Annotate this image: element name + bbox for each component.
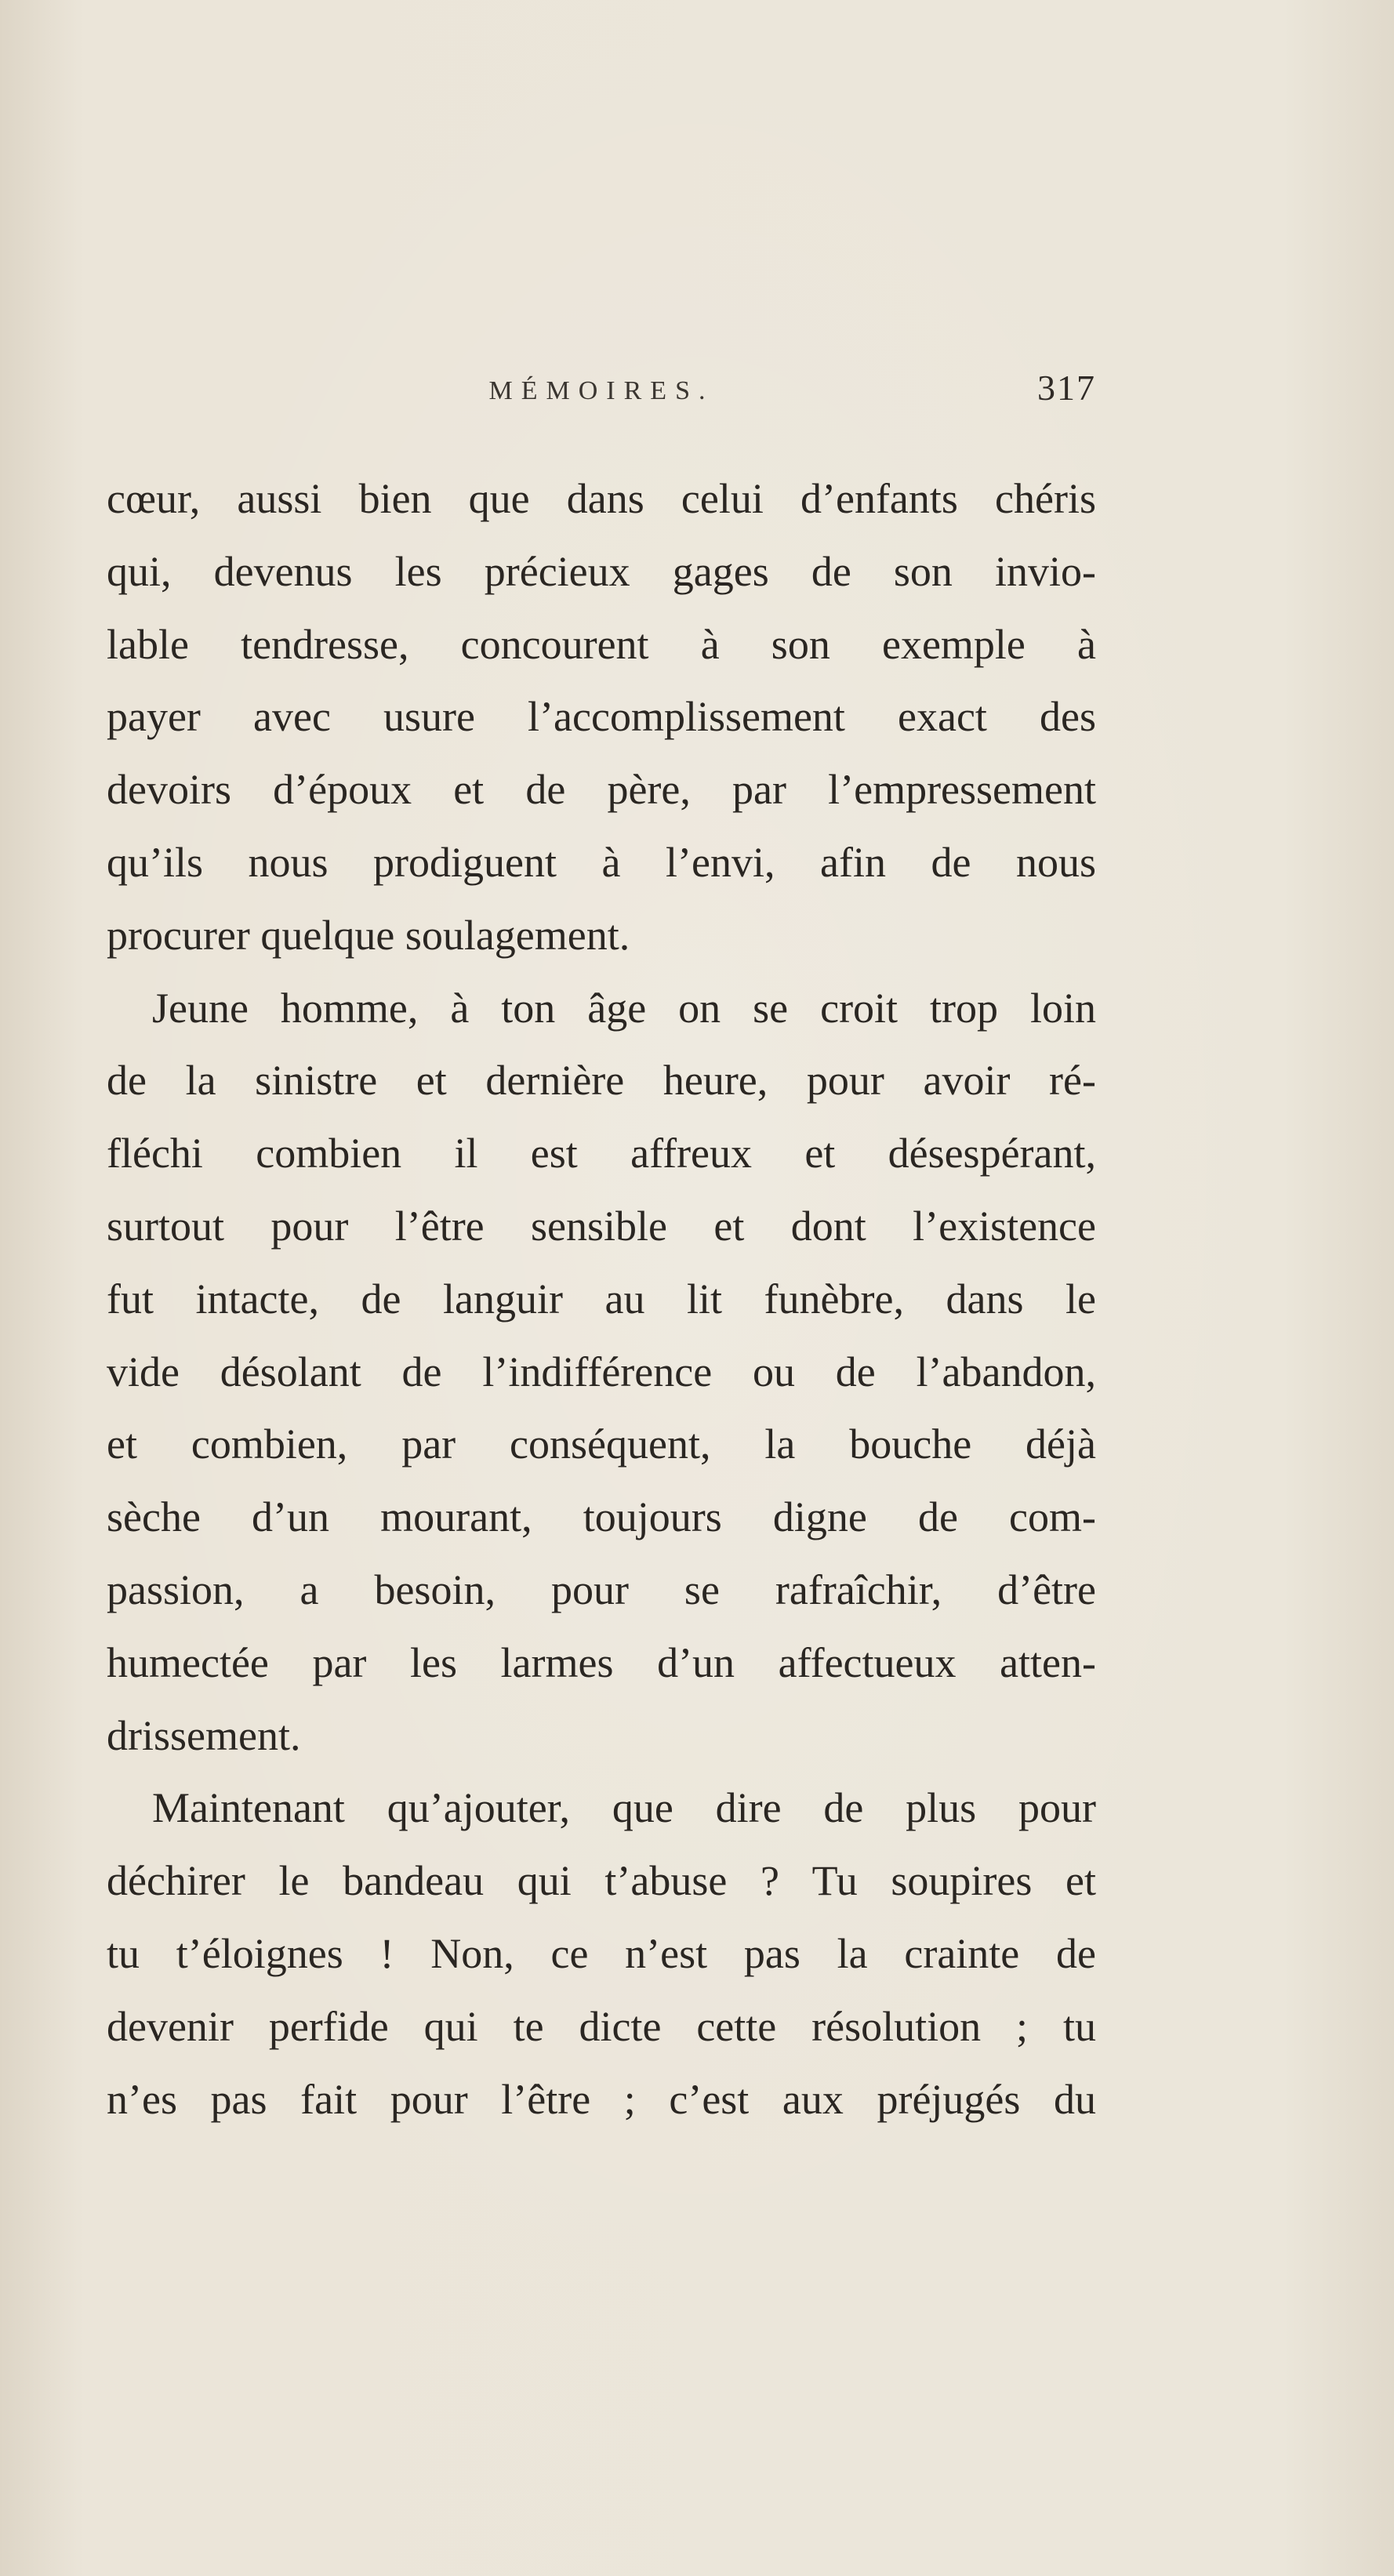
text-line: fléchi combien il est affreux et désespérant, bbox=[107, 1130, 1096, 1177]
text-line: devenir perfide qui te dicte cette résolution ; tu bbox=[107, 2002, 1096, 2050]
text-line: humectée par les larmes d’un affectueux atten- bbox=[107, 1638, 1096, 1686]
text-line: devoirs d’époux et de père, par l’empressement bbox=[107, 766, 1096, 814]
text-line: qu’ils nous prodiguent à l’envi, afin de nous bbox=[107, 838, 1096, 886]
text-line: qui, devenus les précieux gages de son invio- bbox=[107, 547, 1096, 595]
text-line: vide désolant de l’indifférence ou de l’abandon, bbox=[107, 1348, 1096, 1395]
text-line: de la sinistre et dernière heure, pour avoir ré- bbox=[107, 1057, 1096, 1105]
text-line: fut intacte, de languir au lit funèbre, dans le bbox=[107, 1275, 1096, 1322]
text-line: n’es pas fait pour l’être ; c’est aux préjugés du bbox=[107, 2075, 1096, 2123]
running-head bbox=[107, 367, 1096, 422]
text-line: procurer quelque soulagement. bbox=[107, 911, 630, 959]
page-number: 317 bbox=[1037, 368, 1096, 408]
text-line: Jeune homme, à ton âge on se croit trop loin bbox=[152, 984, 1096, 1032]
body-text bbox=[107, 463, 1096, 2135]
text-line: Maintenant qu’ajouter, que dire de plus pour bbox=[152, 1784, 1096, 1832]
running-title: MÉMOIRES. bbox=[488, 376, 714, 405]
text-line: sèche d’un mourant, toujours digne de com- bbox=[107, 1493, 1096, 1541]
text-line: déchirer le bandeau qui t’abuse ? Tu soupires et bbox=[107, 1857, 1096, 1905]
text-line: lable tendresse, concourent à son exemple à bbox=[107, 620, 1096, 668]
text-line: drissement. bbox=[107, 1711, 301, 1759]
text-line: passion, a besoin, pour se rafraîchir, d’être bbox=[107, 1566, 1096, 1613]
text-line: cœur, aussi bien que dans celui d’enfants chéris bbox=[107, 475, 1096, 522]
text-line: et combien, par conséquent, la bouche déjà bbox=[107, 1420, 1096, 1468]
text-line: surtout pour l’être sensible et dont l’existence bbox=[107, 1202, 1096, 1250]
text-line: payer avec usure l’accomplissement exact des bbox=[107, 693, 1096, 741]
text-line: tu t’éloignes ! Non, ce n’est pas la crainte de bbox=[107, 1929, 1096, 1977]
